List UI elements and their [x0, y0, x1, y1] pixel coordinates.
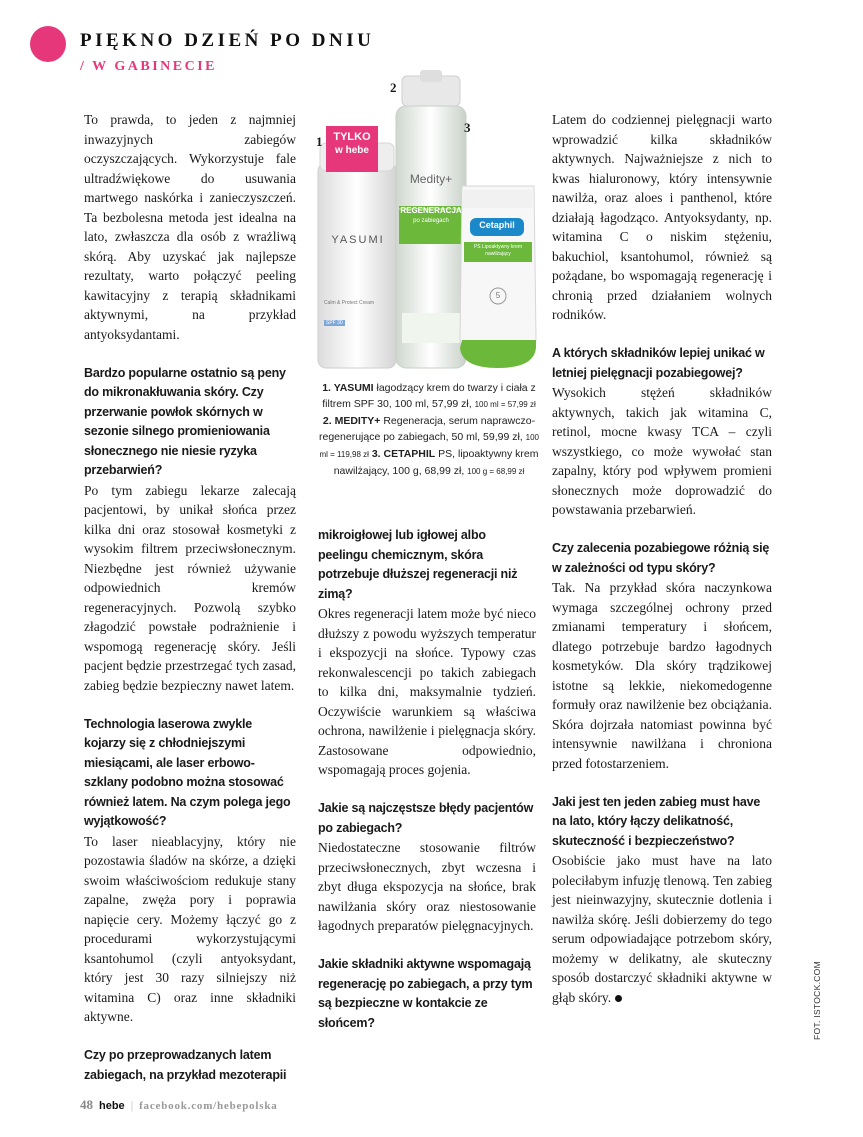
page-title: PIĘKNO DZIEŃ PO DNIU	[80, 30, 375, 51]
question: Czy zalecenia pozabiegowe różnią się w zależności od typu skóry?	[552, 541, 770, 575]
answer: Po tym zabiegu lekarze zalecają pacjentowi, by unikał słońca przez kilka dni oraz stosował kosmetyki z wysokim filtrem przeciwsłonecznym. Niezbędne jest również używanie odpowiednich kremów regeneracyjnych. Pozwolą szybko złagodzić powstałe podrażnienie i wspomogą regenerację skóry. Jeśli pacjent będzie przestrzegać tych zasad, zabieg będzie bezpieczny nawet latem.	[84, 482, 296, 693]
answer: Tak. Na przykład skóra naczynkowa wymaga szczególnej ochrony przed zmianami temperatury i słońcem, dlatego potrzebuje bardzo łagodnych kosmetyków. Dla skóry trądzikowej istotne są lekkie, niekomedogenne formuły oraz nawilżenie bez obciążania. Skóra dojrzała natomiast powinna być intensywnie nawilżana i chroniona przed fotostarzeniem.	[552, 580, 772, 771]
answer: To laser nieablacyjny, który nie pozostawia śladów na skórze, a dzięki swoim właściwościom redukuje stany zapalne, zwęża pory i poprawia napięcie cery. Możemy łączyć go z procedurami wykorzystującymi ksantohumol (czyli antyoksydant, który jest 30 razy silniejszy niż witamina C) oraz inne składniki aktywne.	[84, 833, 296, 1024]
question: Jakie są najczęstsze błędy pacjentów po zabiegach?	[318, 801, 534, 835]
caption-brand: 1. YASUMI	[322, 382, 374, 394]
paragraph: To prawda, to jeden z najmniej inwazyjnych zabiegów oczyszczających. Wykorzystuje fale ultradźwiękowe do usuwania martwego naskórka i zanieczyszczeń. Ta bezbolesna metoda jest idealna na lato, zwłaszcza dla osób z wrażliwą skórą. Aby uzyskać jak najlepsze rezultaty, warto połączyć peeling kawitacyjny z terapią składnikami aktywnymi, na przykład antyoksydantami.	[84, 112, 296, 342]
question: Jakie składniki aktywne wspomagają regenerację po zabiegach, a przy tym są bezpieczne w kontakcie ze słońcem?	[318, 957, 533, 1030]
question: A których składników lepiej unikać w letniej pielęgnacji pozabiegowej?	[552, 346, 765, 380]
badge-line: TYLKO	[333, 131, 371, 143]
product-caption	[318, 380, 540, 480]
column-1	[84, 110, 296, 1085]
section-label: / W GABINECIE	[80, 59, 218, 74]
cetaphil-label: Cetaphil	[479, 220, 515, 230]
answer: Niedostateczne stosowanie filtrów przeciwsłonecznych, zbyt wczesna i zbyt długa ekspozycja na słońce, brak nawilżania skóry oraz niestosowanie łagodnych preparatów pielęgnacyjnych.	[318, 840, 536, 933]
cetaphil-icon-number: 5	[495, 291, 501, 300]
answer	[552, 851, 772, 1007]
question: mikroigłowej lub igłowej albo peelingu chemicznym, skóra potrzebuje dłuższej regeneracji niż zimą?	[318, 528, 518, 601]
caption-unit-price: 100 g = 68,99 zł	[467, 467, 525, 476]
question: Bardzo popularne ostatnio są peny do mikronakłuwania skóry. Czy przerwanie powłok skórnych w sezonie silnego promieniowania słonecznego nie niesie ryzyka przebarwień?	[84, 365, 286, 477]
social-link[interactable]: facebook.com/hebepolska	[139, 1100, 278, 1112]
column-3	[552, 110, 772, 1027]
yasumi-label: YASUMI	[331, 234, 385, 246]
paragraph: Latem do codziennej pielęgnacji warto wprowadzić kilka składników aktywnych. Najważniejsze z nich to kwas hialuronowy, który intensywnie nawilża, oraz aloes i panthenol, które działają łagodząco. Antyoksydanty, np. witamina C o niskim stężeniu, bakuchiol, ksantohumol, również są pożądane, bo wspomagają regenerację i chronią przed działaniem wolnych rodników.	[552, 112, 772, 322]
spf-badge: SPF 30	[326, 320, 343, 326]
page-footer	[80, 1097, 278, 1113]
cetaphil-product-name: PS Lipoaktywny krem nawilżający	[473, 244, 523, 257]
footer-separator: |	[130, 1098, 134, 1112]
column-2	[318, 526, 536, 1033]
medity-sub-label: po zabiegach	[413, 218, 449, 224]
caption-unit-price: 100 ml = 119,98 zł	[319, 433, 539, 459]
caption-brand: 3. CETAPHIL	[371, 448, 436, 460]
medity-label: Medity+	[409, 172, 453, 186]
answer: Wysokich stężeń składników aktywnych, takich jak witamina C, retinol, mocne kwasy TCA – czyli wszystkiego, co może wywołać stan zapalny, który pod wpływem promieni słonecznych może doprowadzić do powstawania przebarwień.	[552, 385, 772, 517]
product-number: 1	[316, 134, 323, 149]
badge-line: w hebe	[335, 145, 369, 156]
product-number: 2	[390, 80, 397, 95]
caption-text: łagodzący krem do twarzy i ciała z filtrem SPF 30, 100 ml, 57,99 zł,	[322, 382, 536, 410]
hebe-exclusive-badge	[326, 130, 378, 158]
answer: Okres regeneracji latem może być nieco dłuższy z powodu wyższych temperatur i ekspozycji na słońce. Typowy czas rekonwalescencji po takich zabiegach to kilka dni, maksymalnie tydzień. Oczywiście warunkiem są właściwa ochrona, nawilżenie i pielęgnacja skóry. Zastosowane odpowiednio, wspomagają proces gojenia.	[318, 606, 536, 777]
answer-text: Osobiście jako must have na lato poleciłabym infuzję tlenową. Ten zabieg jest nieinwazyjny, skutecznie dotlenia i nawilża skórę. Jeśli dobierzemy do tego serum odpowiadające potrzebom skóry, możemy w delikatny, ale skuteczny sposób dostarczyć składniki aktywne w głąb skóry.	[552, 853, 772, 1005]
caption-brand: 2. MEDITY+	[322, 415, 381, 427]
caption-text: PS, lipoaktywny krem nawilżający, 100 g, 68,99 zł,	[333, 448, 539, 477]
medity-line-label: REGENERACJA	[400, 206, 462, 215]
page-number: 48	[80, 1097, 93, 1112]
product-number: 3	[464, 120, 471, 135]
yasumi-product-name: Calm & Protect Cream	[324, 300, 375, 306]
product-photo	[312, 68, 542, 373]
pink-circle-icon	[30, 26, 66, 62]
question: Technologia laserowa zwykle kojarzy się z chłodniejszymi miesiącami, ale laser erbowo-szklany podobno można stosować również latem. Na czym polega jego wyjątkowość?	[84, 716, 291, 828]
end-mark-icon	[615, 995, 622, 1002]
caption-text: Regeneracja, serum naprawczo-regenerujące po zabiegach, 50 ml, 59,99 zł,	[319, 415, 536, 443]
caption-unit-price: 100 ml = 57,99 zł	[474, 400, 536, 409]
question: Czy po przeprowadzanych latem zabiegach, na przykład mezoterapii	[84, 1048, 287, 1082]
photo-credit: FOT. ISTOCK.COM	[812, 961, 822, 1040]
hebe-logo: hebe	[99, 1100, 125, 1112]
question: Jaki jest ten jeden zabieg must have na lato, który łączy delikatność, skuteczność i bezpieczeństwo?	[552, 794, 761, 848]
